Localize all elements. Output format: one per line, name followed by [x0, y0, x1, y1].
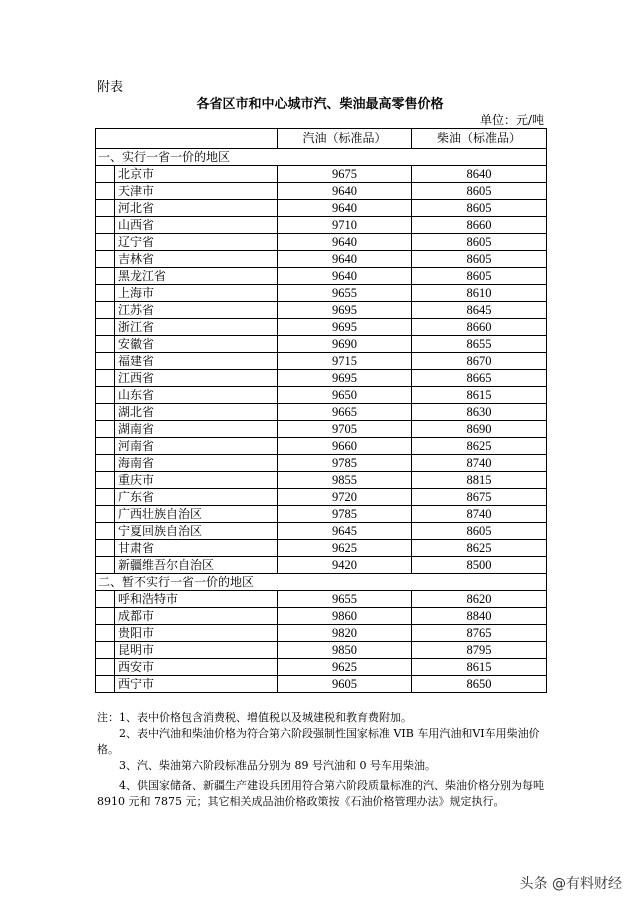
indent-cell	[96, 591, 115, 608]
table-row	[96, 217, 547, 234]
table-row	[96, 506, 547, 523]
region-cell: 山西省	[115, 217, 278, 234]
section-title: 一、实行一省一价的地区	[96, 149, 547, 166]
indent-cell	[96, 234, 115, 251]
region-cell: 辽宁省	[115, 234, 278, 251]
indent-cell	[96, 183, 115, 200]
table-row	[96, 285, 547, 302]
indent-cell	[96, 200, 115, 217]
diesel-cell: 8605	[412, 251, 547, 268]
gasoline-cell: 9625	[278, 540, 412, 557]
diesel-cell: 8630	[412, 404, 547, 421]
indent-cell	[96, 506, 115, 523]
header-diesel: 柴油（标准品）	[412, 129, 547, 149]
table-row	[96, 455, 547, 472]
table-row	[96, 353, 547, 370]
gasoline-cell: 9650	[278, 387, 412, 404]
table-row	[96, 387, 547, 404]
table-row	[96, 183, 547, 200]
table-row	[96, 540, 547, 557]
indent-cell	[96, 166, 115, 183]
table-row	[96, 268, 547, 285]
region-cell: 广东省	[115, 489, 278, 506]
region-cell: 呼和浩特市	[115, 591, 278, 608]
table-row	[96, 608, 547, 625]
gasoline-cell: 9705	[278, 421, 412, 438]
diesel-cell: 8605	[412, 200, 547, 217]
gasoline-cell: 9655	[278, 285, 412, 302]
note-1: 注：1、表中价格包含消费税、增值税以及城建税和教育费附加。	[97, 711, 412, 724]
region-cell: 江西省	[115, 370, 278, 387]
note-2: 2、表中汽油和柴油价格为符合第六阶段强制性国家标准 VIB 车用汽油和VI车用柴油价格。	[97, 727, 540, 756]
indent-cell	[96, 268, 115, 285]
table-row	[96, 421, 547, 438]
gasoline-cell: 9660	[278, 438, 412, 455]
gasoline-cell: 9695	[278, 319, 412, 336]
indent-cell	[96, 353, 115, 370]
region-cell: 黑龙江省	[115, 268, 278, 285]
gasoline-cell: 9855	[278, 472, 412, 489]
table-row	[96, 234, 547, 251]
diesel-cell: 8765	[412, 625, 547, 642]
diesel-cell: 8660	[412, 217, 547, 234]
table-row	[96, 251, 547, 268]
region-cell: 北京市	[115, 166, 278, 183]
gasoline-cell: 9640	[278, 268, 412, 285]
indent-cell	[96, 540, 115, 557]
region-cell: 湖南省	[115, 421, 278, 438]
indent-cell	[96, 421, 115, 438]
indent-cell	[96, 251, 115, 268]
diesel-cell: 8625	[412, 438, 547, 455]
table-row	[96, 336, 547, 353]
table-row	[96, 319, 547, 336]
diesel-cell: 8605	[412, 523, 547, 540]
indent-cell	[96, 676, 115, 693]
gasoline-cell: 9710	[278, 217, 412, 234]
indent-cell	[96, 472, 115, 489]
diesel-cell: 8740	[412, 455, 547, 472]
diesel-cell: 8605	[412, 183, 547, 200]
indent-cell	[96, 319, 115, 336]
region-cell: 河北省	[115, 200, 278, 217]
diesel-cell: 8500	[412, 557, 547, 574]
indent-cell	[96, 642, 115, 659]
region-cell: 贵阳市	[115, 625, 278, 642]
region-cell: 福建省	[115, 353, 278, 370]
gasoline-cell: 9720	[278, 489, 412, 506]
region-cell: 浙江省	[115, 319, 278, 336]
table-row	[96, 370, 547, 387]
region-cell: 江苏省	[115, 302, 278, 319]
diesel-cell: 8605	[412, 268, 547, 285]
gasoline-cell: 9785	[278, 455, 412, 472]
diesel-cell: 8670	[412, 353, 547, 370]
indent-cell	[96, 370, 115, 387]
table-body	[96, 149, 547, 693]
indent-cell	[96, 659, 115, 676]
section-title: 二、暂不实行一省一价的地区	[96, 574, 547, 591]
indent-cell	[96, 523, 115, 540]
region-cell: 湖北省	[115, 404, 278, 421]
diesel-cell: 8650	[412, 676, 547, 693]
indent-cell	[96, 608, 115, 625]
gasoline-cell: 9850	[278, 642, 412, 659]
diesel-cell: 8620	[412, 591, 547, 608]
gasoline-cell: 9640	[278, 183, 412, 200]
diesel-cell: 8605	[412, 234, 547, 251]
region-cell: 甘肃省	[115, 540, 278, 557]
gasoline-cell: 9640	[278, 200, 412, 217]
gasoline-cell: 9640	[278, 234, 412, 251]
region-cell: 成都市	[115, 608, 278, 625]
table-row	[96, 472, 547, 489]
diesel-cell: 8660	[412, 319, 547, 336]
indent-cell	[96, 302, 115, 319]
indent-cell	[96, 489, 115, 506]
header-gasoline: 汽油（标准品）	[278, 129, 412, 149]
gasoline-cell: 9715	[278, 353, 412, 370]
indent-cell	[96, 336, 115, 353]
indent-cell	[96, 625, 115, 642]
price-table	[95, 128, 547, 693]
diesel-cell: 8610	[412, 285, 547, 302]
diesel-cell: 8645	[412, 302, 547, 319]
gasoline-cell: 9820	[278, 625, 412, 642]
diesel-cell: 8615	[412, 387, 547, 404]
table-header-row	[96, 129, 547, 149]
gasoline-cell: 9860	[278, 608, 412, 625]
table-row	[96, 404, 547, 421]
gasoline-cell: 9695	[278, 370, 412, 387]
indent-cell	[96, 217, 115, 234]
diesel-cell: 8675	[412, 489, 547, 506]
diesel-cell: 8740	[412, 506, 547, 523]
region-cell: 吉林省	[115, 251, 278, 268]
region-cell: 西宁市	[115, 676, 278, 693]
gasoline-cell: 9665	[278, 404, 412, 421]
table-row	[96, 676, 547, 693]
table-row	[96, 302, 547, 319]
table-row	[96, 489, 547, 506]
section-row	[96, 149, 547, 166]
indent-cell	[96, 285, 115, 302]
diesel-cell: 8615	[412, 659, 547, 676]
table-row	[96, 200, 547, 217]
region-cell: 西安市	[115, 659, 278, 676]
gasoline-cell: 9645	[278, 523, 412, 540]
diesel-cell: 8690	[412, 421, 547, 438]
region-cell: 宁夏回族自治区	[115, 523, 278, 540]
diesel-cell: 8655	[412, 336, 547, 353]
region-cell: 天津市	[115, 183, 278, 200]
region-cell: 新疆维吾尔自治区	[115, 557, 278, 574]
section-row	[96, 574, 547, 591]
unit-label: 单位：元/吨	[479, 113, 544, 127]
appendix-label: 附表	[97, 80, 124, 95]
table-row	[96, 591, 547, 608]
gasoline-cell: 9605	[278, 676, 412, 693]
page-title: 各省区市和中心城市汽、柴油最高零售价格	[196, 97, 444, 112]
header-region	[96, 129, 278, 149]
table-row	[96, 642, 547, 659]
note-4: 4、供国家储备、新疆生产建设兵团用符合第六阶段质量标准的汽、柴油价格分别为每吨 8910 元和 7875 元；其它相关成品油价格政策按《石油价格管理办法》规定执行。	[97, 779, 544, 808]
table-row	[96, 166, 547, 183]
region-cell: 昆明市	[115, 642, 278, 659]
region-cell: 广西壮族自治区	[115, 506, 278, 523]
gasoline-cell: 9420	[278, 557, 412, 574]
region-cell: 山东省	[115, 387, 278, 404]
region-cell: 上海市	[115, 285, 278, 302]
gasoline-cell: 9690	[278, 336, 412, 353]
table-row	[96, 557, 547, 574]
region-cell: 安徽省	[115, 336, 278, 353]
diesel-cell: 8795	[412, 642, 547, 659]
region-cell: 河南省	[115, 438, 278, 455]
indent-cell	[96, 455, 115, 472]
gasoline-cell: 9640	[278, 251, 412, 268]
watermark: 头条 @有料财经	[519, 876, 622, 892]
gasoline-cell: 9625	[278, 659, 412, 676]
indent-cell	[96, 387, 115, 404]
table-row	[96, 523, 547, 540]
diesel-cell: 8625	[412, 540, 547, 557]
gasoline-cell: 9785	[278, 506, 412, 523]
gasoline-cell: 9675	[278, 166, 412, 183]
indent-cell	[96, 404, 115, 421]
region-cell: 重庆市	[115, 472, 278, 489]
gasoline-cell: 9695	[278, 302, 412, 319]
table-row	[96, 438, 547, 455]
diesel-cell: 8840	[412, 608, 547, 625]
gasoline-cell: 9655	[278, 591, 412, 608]
diesel-cell: 8640	[412, 166, 547, 183]
note-3: 3、汽、柴油第六阶段标准品分别为 89 号汽油和 0 号车用柴油。	[119, 759, 436, 772]
region-cell: 海南省	[115, 455, 278, 472]
indent-cell	[96, 438, 115, 455]
indent-cell	[96, 557, 115, 574]
table-row	[96, 625, 547, 642]
table-row	[96, 659, 547, 676]
diesel-cell: 8665	[412, 370, 547, 387]
diesel-cell: 8815	[412, 472, 547, 489]
